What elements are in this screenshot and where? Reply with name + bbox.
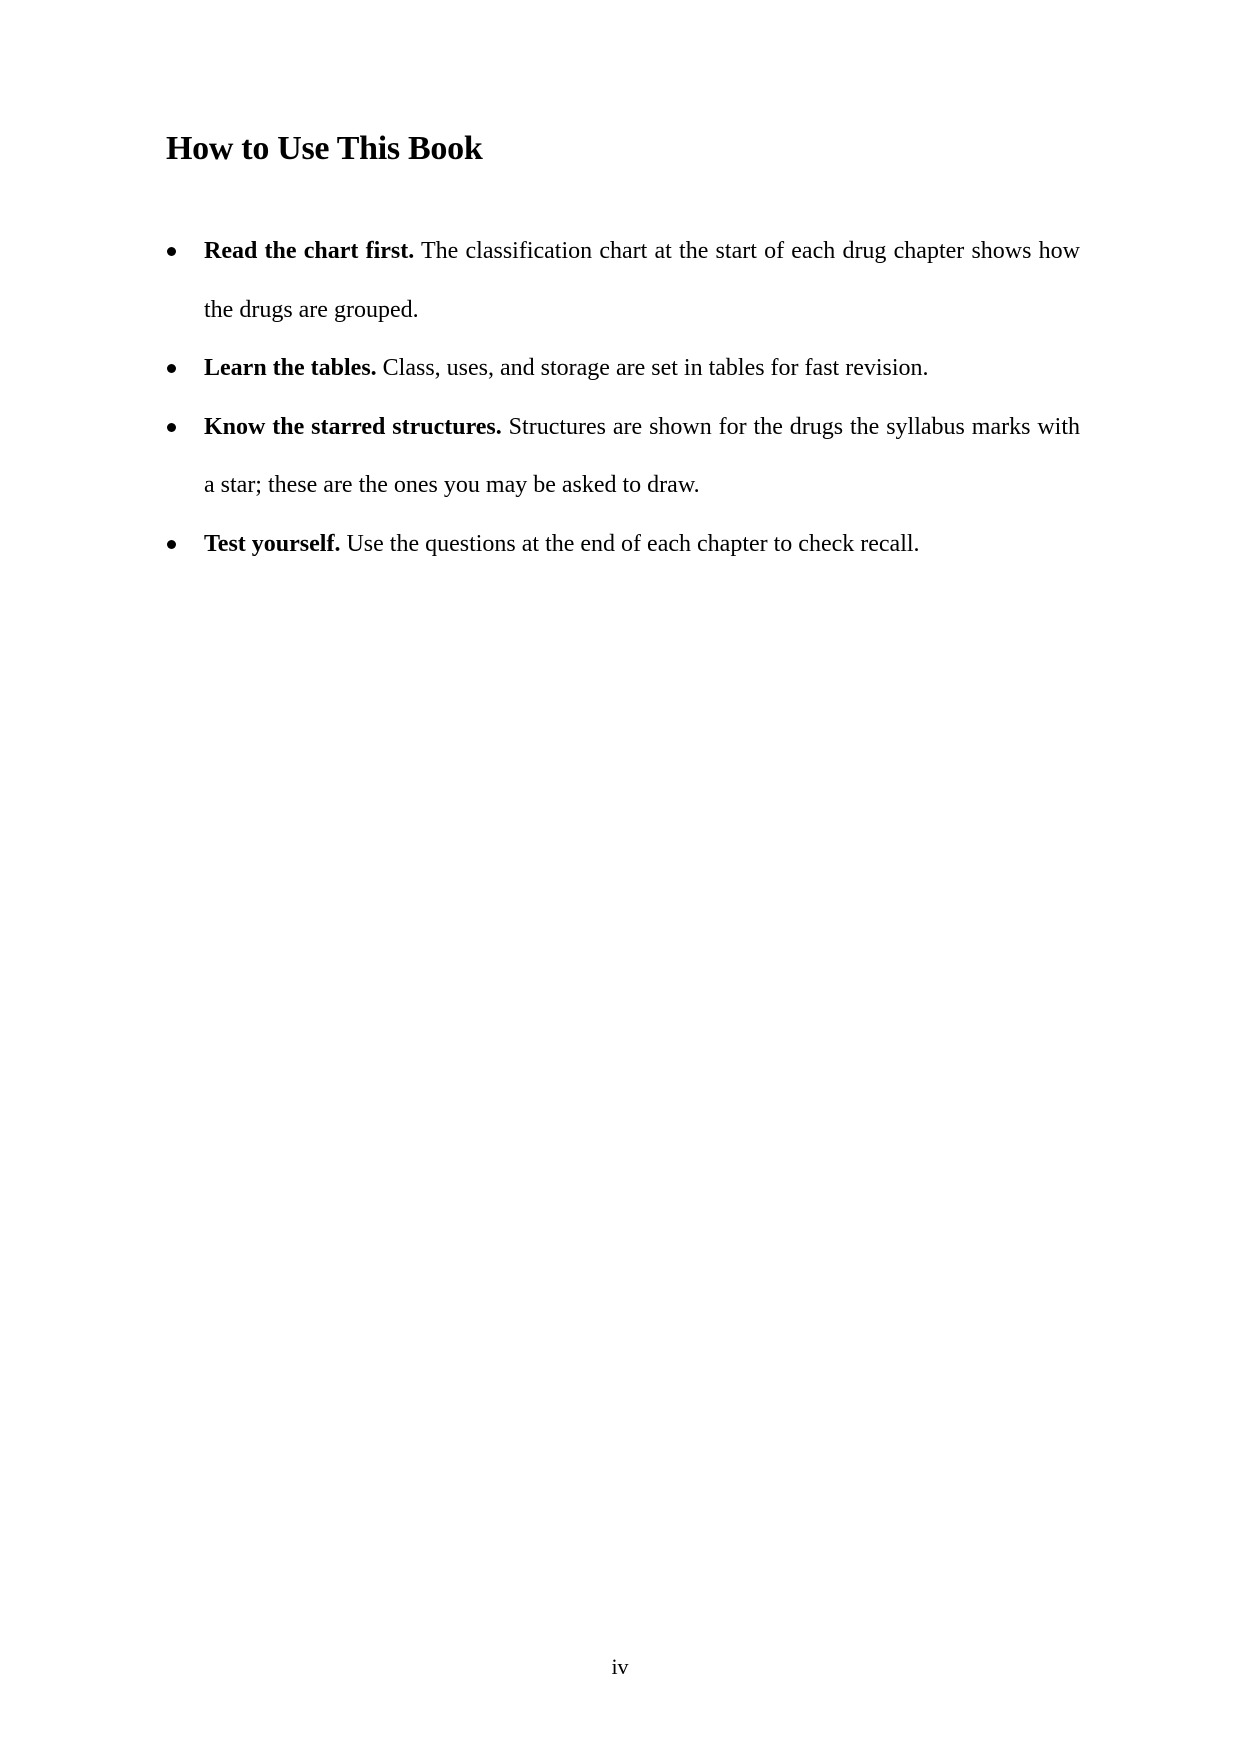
- bullet-text: Class, uses, and storage are set in tables for fast revision.: [376, 355, 929, 381]
- bullet-icon: [167, 540, 176, 549]
- page-number: iv: [611, 1654, 629, 1679]
- bullet-icon: [167, 247, 176, 256]
- bullet-text: The classification chart at the start of each drug chapter shows how the drugs are grouped.: [204, 238, 1080, 323]
- list-item: [166, 398, 1080, 515]
- guidance-list: [166, 222, 1080, 573]
- bullet-lead: Read the chart first.: [204, 238, 415, 264]
- page-title: How to Use This Book: [166, 130, 483, 167]
- bullet-text: Use the questions at the end of each chapter to check recall.: [340, 530, 920, 557]
- list-item: [166, 515, 1080, 574]
- bullet-lead: Learn the tables.: [204, 355, 377, 381]
- bullet-icon: [167, 364, 176, 373]
- bullet-text: Structures are shown for the drugs the syllabus marks with a star; these are the ones you may be asked to draw.: [204, 413, 1080, 498]
- bullet-lead: Test yourself.: [204, 530, 341, 557]
- list-item: [166, 222, 1080, 339]
- list-item: [166, 339, 1080, 398]
- bullet-icon: [167, 423, 176, 432]
- bullet-lead: Know the starred structures.: [204, 413, 502, 440]
